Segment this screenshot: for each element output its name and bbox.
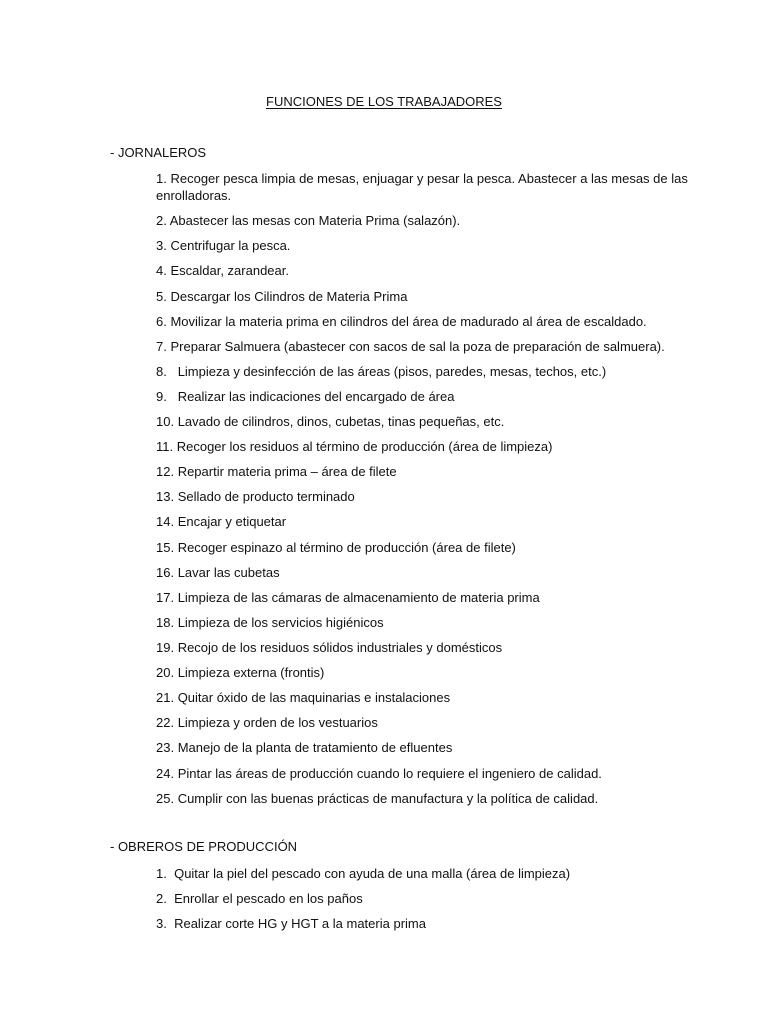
list-item: 7. Preparar Salmuera (abastecer con sacos de sal la poza de preparación de salmuera).: [156, 339, 665, 354]
list-item: 2. Enrollar el pescado en los paños: [156, 891, 363, 906]
list-item: 3. Centrifugar la pesca.: [156, 238, 291, 253]
list-item: 6. Movilizar la materia prima en cilindros del área de madurado al área de escaldado.: [156, 314, 647, 329]
section-heading-obreros-produccion: - OBREROS DE PRODUCCIÓN: [110, 839, 298, 854]
list-item: 11. Recoger los residuos al término de producción (área de limpieza): [156, 439, 553, 454]
list-item: 18. Limpieza de los servicios higiénicos: [156, 615, 384, 630]
list-item: 9. Realizar las indicaciones del encargado de área: [156, 389, 455, 404]
list-item: 25. Cumplir con las buenas prácticas de manufactura y la política de calidad.: [156, 791, 599, 806]
list-item: 4. Escaldar, zarandear.: [156, 263, 289, 278]
list-item: 3. Realizar corte HG y HGT a la materia prima: [156, 916, 426, 931]
section-heading-jornaleros: - JORNALEROS: [110, 145, 207, 160]
list-item: 12. Repartir materia prima – área de filete: [156, 464, 397, 479]
list-item: 19. Recojo de los residuos sólidos industriales y domésticos: [156, 640, 503, 655]
list-item: 16. Lavar las cubetas: [156, 565, 280, 580]
list-item: 23. Manejo de la planta de tratamiento de efluentes: [156, 740, 453, 755]
list-item: 14. Encajar y etiquetar: [156, 514, 287, 529]
document-title: [0, 94, 768, 110]
list-item: 2. Abastecer las mesas con Materia Prima (salazón).: [156, 213, 461, 228]
list-item: 13. Sellado de producto terminado: [156, 489, 355, 504]
list-item: 22. Limpieza y orden de los vestuarios: [156, 715, 378, 730]
list-item: 10. Lavado de cilindros, dinos, cubetas, tinas pequeñas, etc.: [156, 414, 505, 429]
list-item: 15. Recoger espinazo al término de producción (área de filete): [156, 540, 516, 555]
list-item: 5. Descargar los Cilindros de Materia Prima: [156, 289, 408, 304]
list-item: 1. Recoger pesca limpia de mesas, enjuagar y pesar la pesca. Abastecer a las mesas de las enrolladoras.: [156, 171, 688, 203]
list-item: 21. Quitar óxido de las maquinarias e instalaciones: [156, 690, 451, 705]
list-item: 20. Limpieza externa (frontis): [156, 665, 325, 680]
list-item: 17. Limpieza de las cámaras de almacenamiento de materia prima: [156, 590, 540, 605]
list-item: 1. Quitar la piel del pescado con ayuda de una malla (área de limpieza): [156, 866, 571, 881]
document-title-text: FUNCIONES DE LOS TRABAJADORES: [266, 94, 502, 109]
list-item: 24. Pintar las áreas de producción cuando lo requiere el ingeniero de calidad.: [156, 766, 602, 781]
list-item: 8. Limpieza y desinfección de las áreas (pisos, paredes, mesas, techos, etc.): [156, 364, 607, 379]
